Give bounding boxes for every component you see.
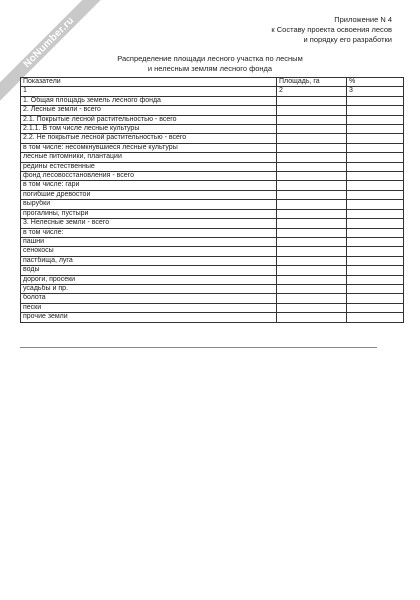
area-cell: [277, 125, 347, 134]
percent-cell: [347, 237, 404, 246]
percent-cell: [347, 190, 404, 199]
area-cell: [277, 294, 347, 303]
table-row: [21, 247, 404, 256]
table-row: [21, 209, 404, 218]
row-label: дороги, просеки: [21, 275, 277, 284]
table-row: [21, 303, 404, 312]
area-cell: [277, 228, 347, 237]
column-number-row: [21, 87, 404, 96]
area-cell: [277, 181, 347, 190]
table-row: [21, 153, 404, 162]
table-row: [21, 256, 404, 265]
percent-cell: [347, 162, 404, 171]
area-cell: [277, 247, 347, 256]
row-label: 2.1.1. В том числе лесные культуры: [21, 125, 277, 134]
row-label: 2.1. Покрытые лесной растительностью - всего: [21, 115, 277, 124]
row-label: погибшие древостои: [21, 190, 277, 199]
watermark: NoNumber.ru: [0, 0, 121, 114]
column-header-area: Площадь, га: [277, 78, 347, 87]
area-cell: [277, 134, 347, 143]
row-label: воды: [21, 266, 277, 275]
area-cell: [277, 266, 347, 275]
table-row: [21, 181, 404, 190]
percent-cell: [347, 143, 404, 152]
row-label: в том числе: гари: [21, 181, 277, 190]
land-distribution-table: [20, 77, 404, 323]
table-row: [21, 237, 404, 246]
table-row: [21, 200, 404, 209]
header-row: [21, 78, 404, 87]
column-number-1: 1: [21, 87, 277, 96]
area-cell: [277, 153, 347, 162]
percent-cell: [347, 134, 404, 143]
row-label: прогалины, пустыри: [21, 209, 277, 218]
area-cell: [277, 275, 347, 284]
row-label: редины естественные: [21, 162, 277, 171]
column-header-indicators: Показатели: [21, 78, 277, 87]
table-body: [21, 96, 404, 322]
percent-cell: [347, 181, 404, 190]
row-label: сенокосы: [21, 247, 277, 256]
percent-cell: [347, 313, 404, 322]
column-header-percent: %: [347, 78, 404, 87]
row-label: пашни: [21, 237, 277, 246]
percent-cell: [347, 209, 404, 218]
row-label: усадьбы и пр.: [21, 284, 277, 293]
percent-cell: [347, 172, 404, 181]
row-label: вырубки: [21, 200, 277, 209]
table-row: [21, 106, 404, 115]
percent-cell: [347, 275, 404, 284]
area-cell: [277, 143, 347, 152]
table-row: [21, 96, 404, 105]
percent-cell: [347, 219, 404, 228]
row-label: лесные питомники, плантации: [21, 153, 277, 162]
area-cell: [277, 115, 347, 124]
table-row: [21, 228, 404, 237]
percent-cell: [347, 153, 404, 162]
appendix-note: [271, 15, 392, 45]
area-cell: [277, 172, 347, 181]
percent-cell: [347, 96, 404, 105]
bottom-rule: [20, 347, 377, 348]
area-cell: [277, 106, 347, 115]
table-row: [21, 115, 404, 124]
area-cell: [277, 284, 347, 293]
appendix-line-1: Приложение N 4: [334, 15, 392, 24]
column-number-3: 3: [347, 87, 404, 96]
area-cell: [277, 162, 347, 171]
area-cell: [277, 237, 347, 246]
appendix-line-2: к Составу проекта освоения лесов: [271, 25, 392, 34]
table-row: [21, 219, 404, 228]
area-cell: [277, 200, 347, 209]
percent-cell: [347, 284, 404, 293]
percent-cell: [347, 125, 404, 134]
table-row: [21, 134, 404, 143]
area-cell: [277, 96, 347, 105]
row-label: 1. Общая площадь земель лесного фонда: [21, 96, 277, 105]
area-cell: [277, 303, 347, 312]
row-label: 2.2. Не покрытые лесной растительностью - всего: [21, 134, 277, 143]
percent-cell: [347, 256, 404, 265]
row-label: прочие земли: [21, 313, 277, 322]
row-label: в том числе: несомкнувшиеся лесные культуры: [21, 143, 277, 152]
table-row: [21, 162, 404, 171]
row-label: в том числе:: [21, 228, 277, 237]
row-label: пески: [21, 303, 277, 312]
area-cell: [277, 209, 347, 218]
area-cell: [277, 190, 347, 199]
title-line-1: Распределение площади лесного участка по лесным: [117, 54, 303, 63]
row-label: 3. Нелесные земли - всего: [21, 219, 277, 228]
percent-cell: [347, 228, 404, 237]
table-row: [21, 294, 404, 303]
table-row: [21, 266, 404, 275]
area-cell: [277, 219, 347, 228]
document-title: [0, 54, 420, 74]
appendix-line-3: и порядку его разработки: [303, 35, 392, 44]
row-label: фонд лесовосстановления - всего: [21, 172, 277, 181]
percent-cell: [347, 266, 404, 275]
table-row: [21, 190, 404, 199]
table-row: [21, 172, 404, 181]
table-row: [21, 143, 404, 152]
table-row: [21, 284, 404, 293]
table-row: [21, 275, 404, 284]
percent-cell: [347, 247, 404, 256]
area-cell: [277, 256, 347, 265]
row-label: 2. Лесные земли - всего: [21, 106, 277, 115]
percent-cell: [347, 106, 404, 115]
percent-cell: [347, 303, 404, 312]
table-row: [21, 125, 404, 134]
column-number-2: 2: [277, 87, 347, 96]
row-label: болота: [21, 294, 277, 303]
percent-cell: [347, 200, 404, 209]
percent-cell: [347, 115, 404, 124]
row-label: пастбища, луга: [21, 256, 277, 265]
table-row: [21, 313, 404, 322]
percent-cell: [347, 294, 404, 303]
title-line-2: и нелесным землям лесного фонда: [147, 64, 273, 73]
area-cell: [277, 313, 347, 322]
